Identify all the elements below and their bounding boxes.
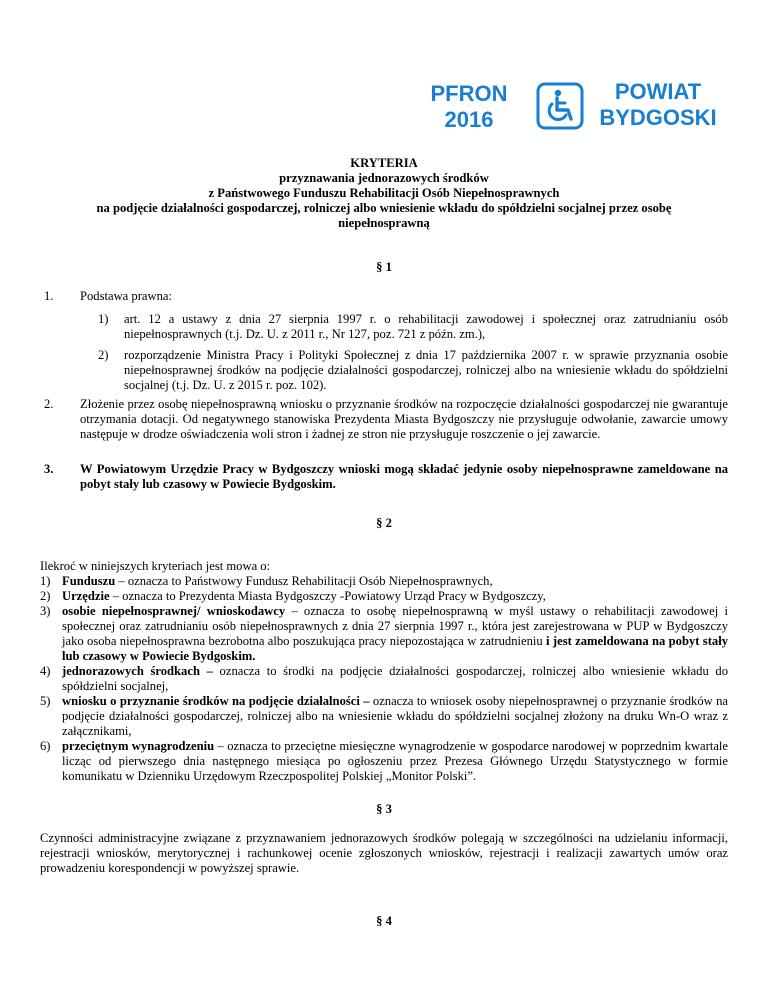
s1-sub2-text: rozporządzenie Ministra Pracy i Polityki Społecznej z dnia 17 października 2007 r. w sprawie przyznania osobie niepełnosprawnej środków na podjęcie działalności gospodarczej, rolniczej albo na wniesienie wkładu do spółdzielni socjalnej (t.j. Dz. U. z 2015 r. poz. 102). (124, 348, 728, 392)
section-3-heading: § 3 (376, 802, 392, 816)
s2-def5-text: oznacza to wniosek osoby niepełnosprawnej o przyznanie środków na podjęcie działalności gospodarczej, rolniczej albo na wniesienie wkładu do spółdzielni socjalnej złożony na druku Wn-O wraz z załącznikami, (62, 694, 728, 738)
s3-text: Czynności administracyjne związane z przyznawaniem jednorazowych środków polegają w szczególności na udzielaniu informacji, rejestracji wniosków, merytorycznej i rachunkowej ocenie zgłoszonych wniosków, rejestracji i realizacji zawartych umów oraz prowadzeniu korespondencji w powyższej sprawie. (40, 831, 728, 875)
doc-subtitle-2: z Państwowego Funduszu Rehabilitacji Osób Niepełnosprawnych (208, 186, 560, 200)
s2-def1-number: 1) (40, 574, 51, 588)
s2-def6-term: przeciętnym wynagrodzeniu (62, 739, 215, 753)
s2-def3-term: osobie niepełnosprawnej/ wnioskodawcy (62, 604, 286, 618)
s2-def2-term: Urzędzie (62, 589, 110, 603)
powiat-logo-line1: POWIAT (614, 79, 702, 104)
s2-def3-number: 3) (40, 604, 51, 618)
s2-intro: Ilekroć w niniejszych kryteriach jest mowa o: (40, 559, 271, 573)
s2-def2-number: 2) (40, 589, 51, 603)
section-2-heading: § 2 (376, 516, 392, 530)
s2-def4-text: oznacza to środki na podjęcie działalności gospodarczej, rolniczej albo wniesienie wkładu do spółdzielni socjalnej, (62, 664, 729, 693)
s1-item1-text: Podstawa prawna: (80, 289, 172, 303)
s1-item2-number: 2. (44, 397, 54, 411)
s2-def2-text: – oznacza to Prezydenta Miasta Bydgoszczy -Powiatowy Urząd Pracy w Bydgoszczy, (109, 589, 546, 603)
powiat-logo-line2: BYDGOSKI (599, 105, 717, 130)
doc-subtitle-3: na podjęcie działalności gospodarczej, rolniczej albo wniesienie wkładu do spółdzielni socjalnej przez osobę (96, 201, 672, 215)
s2-def6 (62, 739, 728, 784)
s2-def6-number: 6) (40, 739, 51, 753)
doc-subtitle-1: przyznawania jednorazowych środków (279, 171, 489, 185)
s1-item3-number: 3. (44, 462, 54, 476)
s1-item1-number: 1. (44, 289, 54, 303)
s2-def3-bold-tail: i jest zameldowana na pobyt stały lub czasowy w Powiecie Bydgoskim. (62, 634, 728, 663)
doc-subtitle-4: niepełnosprawną (338, 216, 430, 230)
s2-def3-text: – oznacza to osobę niepełnosprawną w myśl ustawy o rehabilitacji zawodowej i społecznej oraz zatrudnianiu osób niepełnosprawnych z dnia 27 sierpnia 1997 r., która jest zarejestrowana w PUP w Bydgoszczy jako osoba niepełnosprawna bezrobotna albo poszukująca pracy niepozostająca w zatrudnieniu (62, 604, 728, 648)
s2-def1 (62, 574, 728, 589)
s2-def5-number: 5) (40, 694, 51, 708)
section-4-heading: § 4 (376, 914, 392, 928)
s2-def4 (62, 664, 728, 694)
section-1-heading: § 1 (376, 260, 392, 274)
s1-item3-text: W Powiatowym Urzędzie Pracy w Bydgoszczy wnioski mogą składać jedynie osoby niepełnosprawne zameldowane na pobyt stały lub czasowy w Powiecie Bydgoskim. (80, 462, 728, 491)
doc-title: KRYTERIA (350, 156, 418, 170)
wheelchair-icon (536, 82, 584, 130)
pfron-logo-line2: 2016 (444, 107, 494, 132)
s2-def1-text: – oznacza to Państwowy Fundusz Rehabilitacji Osób Niepełnosprawnych, (115, 574, 493, 588)
s1-sub2-number: 2) (98, 348, 109, 362)
s2-def1-term: Funduszu (62, 574, 116, 588)
pfron-logo-line1: PFRON (430, 81, 508, 106)
s2-def2 (62, 589, 728, 604)
s1-sub1-number: 1) (98, 312, 109, 326)
s2-def6-text: – oznacza to przeciętne miesięczne wynagrodzenie w gospodarce narodowej w poprzednim kwartale licząc od pierwszego dnia następnego miesiąca po ogłoszeniu przez Prezesa Głównego Urzędu Statystycznego w formie komunikatu w Dzienniku Urzędowym Rzeczpospolitej Polskiej „Monitor Polski”. (62, 739, 728, 783)
s2-def4-number: 4) (40, 664, 51, 678)
s2-def4-term: jednorazowych środkach – (62, 664, 213, 678)
s2-def5-term: wniosku o przyznanie środków na podjęcie działalności – (62, 694, 370, 708)
s1-item2-text: Złożenie przez osobę niepełnosprawną wniosku o przyznanie środków na rozpoczęcie działalności gospodarczej nie gwarantuje otrzymania dotacji. Od negatywnego stanowiska Prezydenta Miasta Bydgoszczy nie przysługuje odwołanie, zawarcie umowy następuje w drodze oświadczenia woli stron i żadnej ze stron nie przysługuje roszczenie o jej zawarcie. (80, 397, 728, 441)
s2-def5 (62, 694, 728, 739)
s1-sub1-text: art. 12 a ustawy z dnia 27 sierpnia 1997 r. o rehabilitacji zawodowej i społecznej oraz zatrudnianiu osób niepełnosprawnych (t.j. Dz. U. z 2011 r., Nr 127, poz. 721 z późn. zm.), (124, 312, 728, 341)
s2-def3 (62, 604, 728, 664)
